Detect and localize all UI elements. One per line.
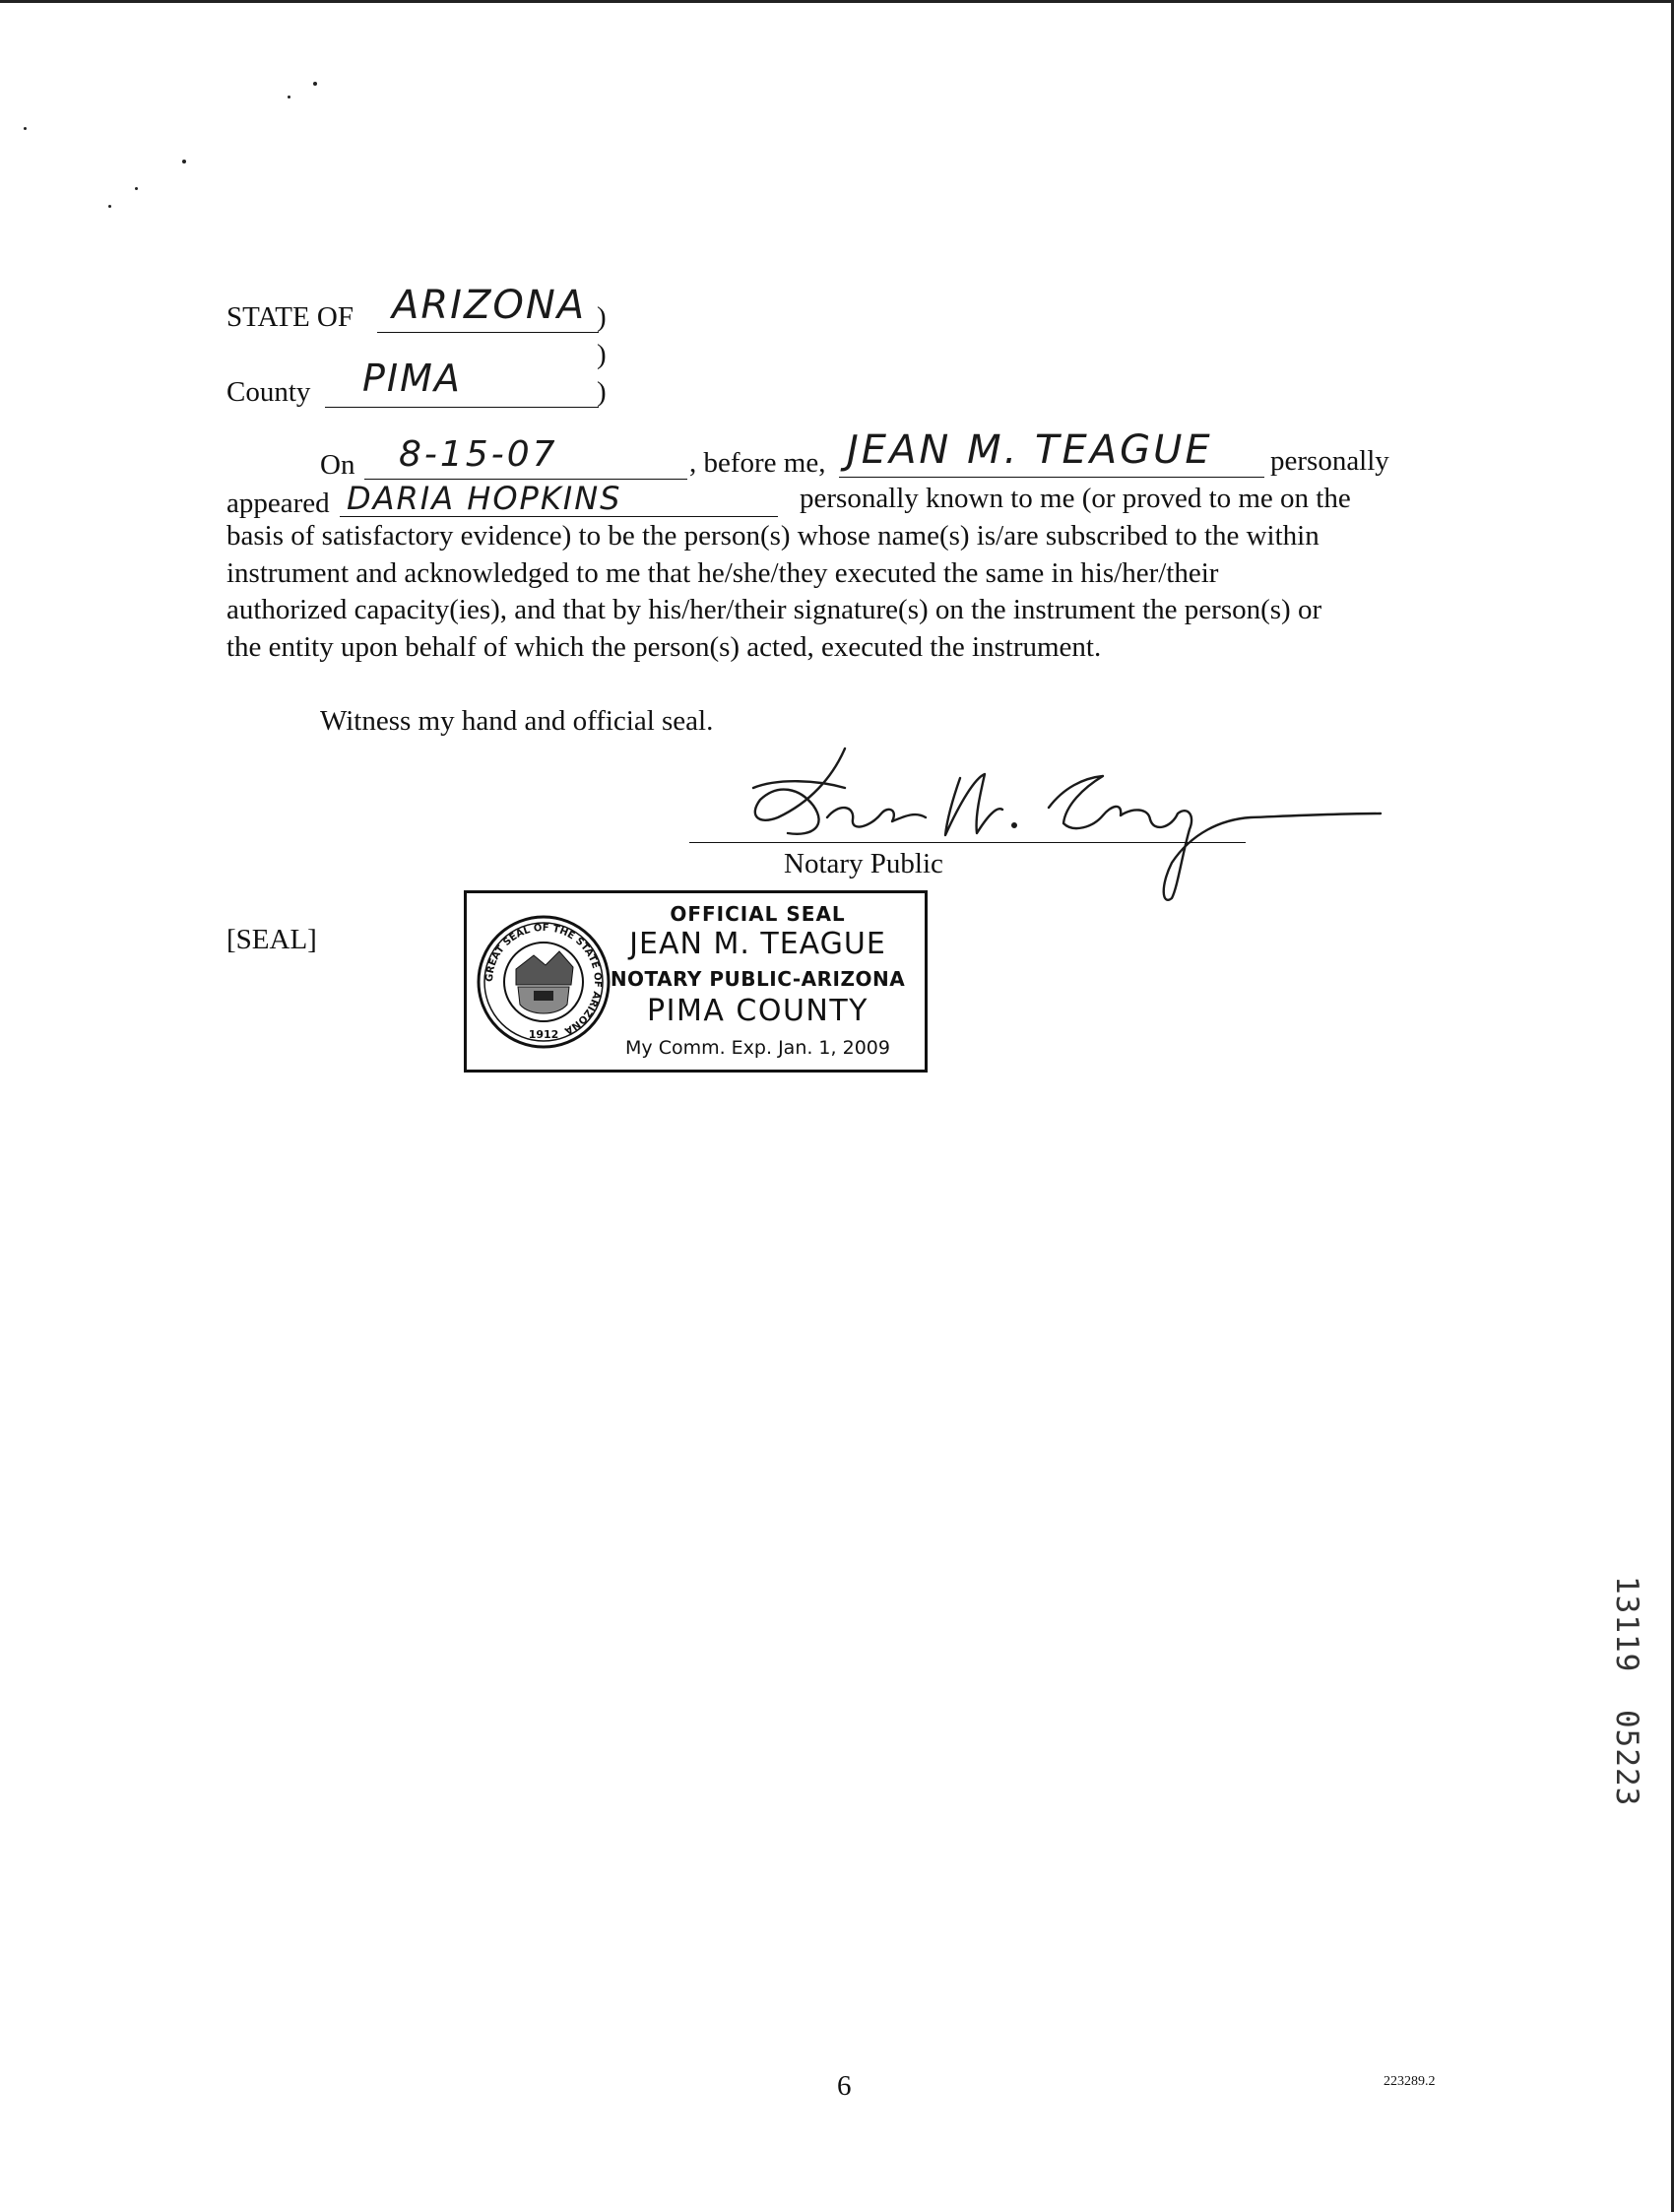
appearer-handwritten: DARIA HOPKINS (347, 480, 622, 517)
document-code: 223289.2 (1384, 2074, 1436, 2089)
page-number: 6 (837, 2070, 852, 2102)
seal-commission: My Comm. Exp. Jan. 1, 2009 (625, 1037, 890, 1059)
notary-name-handwritten: JEAN M. TEAGUE (847, 427, 1213, 473)
paren: ) (597, 301, 607, 333)
seal-emblem-year: 1912 (528, 1028, 559, 1041)
body-text-line: personally known to me (or proved to me on the (800, 483, 1351, 514)
state-handwritten: ARIZONA (392, 283, 587, 328)
personally-label: personally (1270, 445, 1389, 477)
seal-label: [SEAL] (226, 924, 317, 955)
paren: ) (597, 376, 607, 408)
seal-emblem-text: GREAT SEAL OF THE STATE OF ARIZONA (483, 922, 604, 1036)
body-text-line: instrument and acknowledged to me that he/she/they executed the same in his/her/their (226, 556, 1219, 589)
notary-public-label: Notary Public (784, 848, 943, 879)
body-text-line: basis of satisfactory evidence) to be the person(s) whose name(s) is/are subscribed to the within (226, 520, 1320, 552)
appeared-label: appeared (226, 488, 330, 519)
county-label: County (226, 376, 311, 408)
body-text-line: authorized capacity(ies), and that by his/her/their signature(s) on the instrument the person(s) or (226, 594, 1322, 625)
witness-text: Witness my hand and official seal. (320, 705, 714, 737)
before-me-label: , before me, (689, 447, 826, 479)
side-recording-number (1609, 1576, 1654, 1807)
county-handwritten: PIMA (362, 357, 462, 400)
date-handwritten: 8-15-07 (399, 434, 558, 475)
paren: ) (597, 339, 607, 370)
seal-name: JEAN M. TEAGUE (629, 927, 886, 961)
official-seal-stamp (464, 890, 928, 1073)
seal-county: PIMA COUNTY (647, 994, 869, 1028)
on-label: On (320, 449, 355, 481)
body-text-line: the entity upon behalf of which the person(s) acted, executed the instrument. (226, 630, 1102, 663)
seal-role: NOTARY PUBLIC-ARIZONA (610, 967, 906, 991)
signature-line (689, 842, 1246, 843)
state-label: STATE OF (226, 301, 354, 333)
side-number-part-2: 05223 (1609, 1710, 1644, 1807)
side-number-part-1: 13119 (1609, 1576, 1644, 1673)
seal-title: OFFICIAL SEAL (670, 902, 846, 926)
